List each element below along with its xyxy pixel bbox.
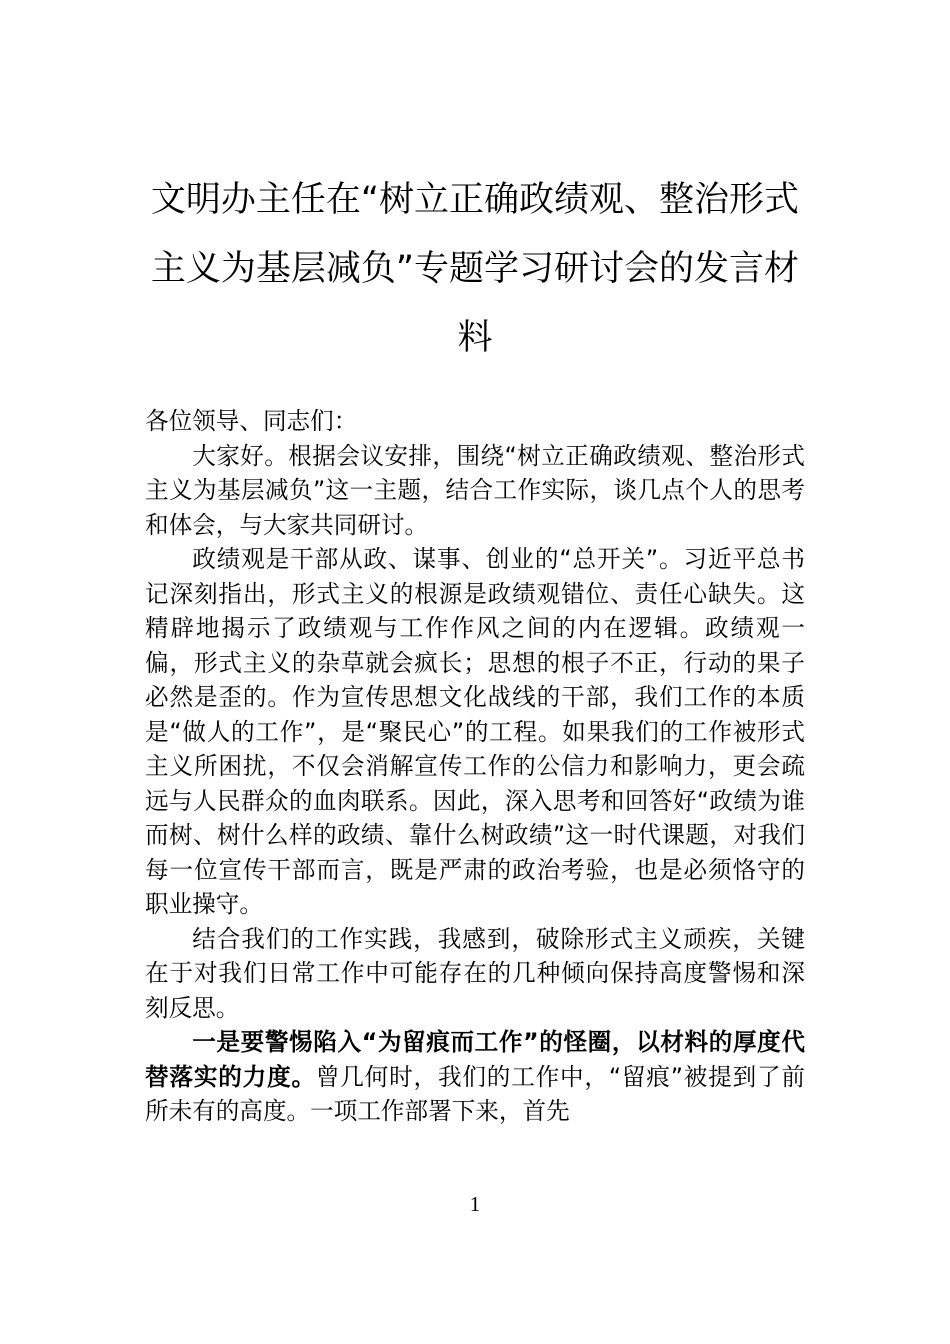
paragraph-greeting: 大家好。根据会议安排，围绕“树立正确政绩观、整治形式主义为基层减负”这一主题，结合工作实际，谈几点个人的思考和体会，与大家共同研讨。	[145, 441, 805, 539]
page-number: 1	[469, 1192, 481, 1216]
paragraph-point-one	[145, 1025, 805, 1129]
point-one-text: 曾几何时，我们的工作中，“留痕”被提到了前所未有的高度。一项工作部署下来，首先	[145, 1062, 805, 1125]
paragraph-practice: 结合我们的工作实践，我感到，破除形式主义顽疾，关键在于对我们日常工作中可能存在的几种倾向保持高度警惕和深刻反思。	[145, 924, 805, 1022]
paragraph-political-view: 政绩观是干部从政、谋事、创业的“总开关”。习近平总书记深刻指出，形式主义的根源是政绩观错位、责任心缺失。这精辟地揭示了政绩观与工作作风之间的内在逻辑。政绩观一偏，形式主义的杂草就会疯长；思想的根子不正，行动的果子必然是歪的。作为宣传思想文化战线的干部，我们工作的本质是“做人的工作”，是“聚民心”的工程。如果我们的工作被形式主义所困扰，不仅会消解宣传工作的公信力和影响力，更会疏远与人民群众的血肉联系。因此，深入思考和回答好“政绩为谁而树、树什么样的政绩、靠什么树政绩”这一时代课题，对我们每一位宣传干部而言，既是严肃的政治考验，也是必须恪守的职业操守。	[145, 545, 805, 918]
salutation: 各位领导、同志们：	[145, 407, 358, 435]
document-body	[145, 404, 805, 1129]
document-title: 文明办主任在“树立正确政绩观、整治形式主义为基层减负”专题学习研讨会的发言材料	[150, 180, 800, 358]
point-one-heading: 一是要警惕陷入“为留痕而工作”的怪圈，以材料的厚度代替落实的力度。	[145, 1028, 805, 1091]
